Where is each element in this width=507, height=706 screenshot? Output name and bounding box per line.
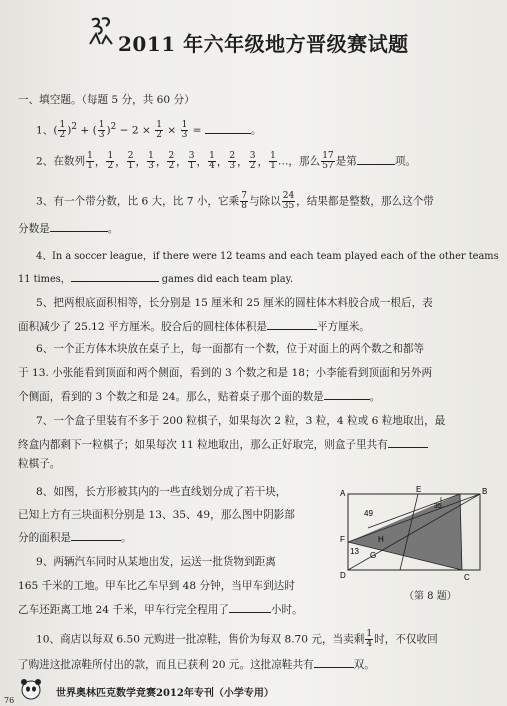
frac-third: $\frac{1}{3}$: [98, 120, 105, 141]
question-10: [36, 630, 438, 649]
answer-blank[interactable]: [314, 667, 354, 668]
op-eq: =: [189, 124, 205, 137]
q1-end: 。: [250, 124, 262, 137]
q3-text: ，结果都是整数，那么这个带: [296, 195, 434, 208]
question-9-line2: 165 千米的工地。甲车比乙车早到 48 分钟，当甲车到达时: [18, 580, 295, 592]
section-heading: 一、填空题。（每题 5 分，共 60 分）: [18, 94, 195, 106]
sequence-fraction: $\frac{1}{2}$: [107, 151, 114, 171]
answer-blank[interactable]: [229, 612, 271, 613]
question-10-line2: [18, 658, 375, 672]
sequence-fraction: $\frac{3}{2}$: [249, 151, 256, 171]
q3-text: 分数是: [18, 223, 50, 235]
label-a: A: [340, 489, 346, 498]
label-f: F: [340, 535, 345, 544]
question-8-line3: [18, 531, 132, 545]
op-mid: − 2 ×: [116, 124, 155, 137]
question-7-line3: 粒棋子。: [18, 458, 61, 470]
sequence-fraction: $\frac{1}{1}$: [270, 151, 276, 171]
question-4: 4、In a soccer league，if there were 12 teams and each team played each of the other teams: [36, 251, 499, 262]
q2-after: 是第: [335, 155, 357, 168]
footer-text: 世界奥林匹克数学竞赛2012年专刊（小学专用）: [56, 688, 274, 699]
q4-text: 11 times，: [18, 274, 71, 285]
answer-blank[interactable]: [324, 399, 370, 400]
question-3: [36, 192, 434, 211]
sequence-fraction: $\frac{2}{1}$: [127, 151, 134, 171]
frac-1-4: $\frac{1}{4}$: [366, 629, 373, 649]
question-6: 6、一个正方体木块放在桌子上，每一面都有一个数，位于对面上的两个数之和都等: [36, 343, 425, 355]
label-g: G: [370, 551, 377, 560]
q10-text: 了购进这批凉鞋所付出的款，而且已获利 20 元。这批凉鞋共有: [18, 659, 314, 671]
sequence-fraction: $\frac{1}{4}$: [209, 151, 215, 171]
question-8: 8、如图，长方形被其内的一些直线划分成了若干块，: [36, 486, 287, 498]
sequence-comma: ，: [155, 155, 167, 168]
sequence-comma: ，: [216, 155, 228, 168]
q9-text: 乙车还距离工地 24 千米，甲车行完全程用了: [18, 604, 229, 616]
q1-number: 1、: [36, 124, 54, 137]
q5-text: 面积减少了 25.12 平方厘米。胶合后的圆柱体体积是: [18, 321, 267, 333]
frac-half: $\frac{1}{2}$: [59, 120, 66, 141]
q10-end: 双。: [353, 659, 375, 671]
figure-caption: （第 8 题）: [404, 591, 457, 602]
q5-text: 平方厘米。: [316, 321, 370, 333]
q6-text: 个侧面，看到的 3 个数之和是 24。那么，贴着桌子那个面的数是: [18, 391, 324, 403]
sequence: [85, 151, 278, 171]
q3-text: 3、有一个带分数，比 6 大，比 7 小，它乘: [36, 195, 240, 208]
frac-third: $\frac{1}{3}$: [181, 120, 188, 141]
logo-mark: [88, 16, 114, 46]
paren-close: ): [67, 124, 72, 137]
exp: 2: [110, 122, 117, 132]
question-3-line2: [18, 222, 118, 236]
sequence-fraction: $\frac{1}{3}$: [148, 151, 154, 171]
frac-7-8: $\frac{7}{8}$: [241, 191, 247, 211]
sequence-comma: ，: [176, 155, 187, 168]
question-1: [36, 120, 262, 140]
question-4-line2: [18, 273, 293, 287]
frac-24-35: $\frac{24}{35}$: [282, 191, 295, 211]
label-e: E: [416, 486, 422, 494]
question-7-line2: [18, 438, 428, 452]
sequence-fraction: $\frac{2}{3}$: [229, 151, 236, 171]
panda-icon: [20, 678, 42, 700]
question-8-line2: 已知上方有三块面积分别是 13、35、49，那么图中阴影部: [18, 509, 295, 521]
page-title: 2011 年六年级地方晋级赛试题: [118, 32, 409, 56]
answer-blank[interactable]: [50, 231, 108, 232]
sequence-comma: ，: [135, 155, 147, 168]
exp: 2: [71, 122, 77, 132]
q9-end: 小时。: [270, 604, 303, 616]
frac-half: $\frac{1}{2}$: [156, 120, 162, 141]
q2-tail: …，那么: [277, 155, 321, 168]
label-h: H: [378, 535, 384, 544]
sequence-fraction: $\frac{2}{2}$: [168, 151, 175, 171]
sequence-comma: ，: [257, 155, 269, 168]
q6-end: 。: [369, 391, 381, 403]
area-35: 35: [434, 503, 442, 510]
q3-text: 与除以: [248, 195, 281, 208]
frac-17-57: $\frac{17}{57}$: [322, 151, 334, 171]
figure-rectangle: [338, 486, 490, 594]
sequence-comma: ，: [94, 155, 106, 168]
area-13: 13: [350, 547, 359, 556]
q8-text: 分的面积是: [18, 532, 71, 544]
label-i: I: [440, 497, 442, 504]
question-7: 7、一个盒子里装有不多于 200 粒棋子，如果每次 2 粒，3 粒，4 粒或 6 粒地取出，最: [36, 415, 446, 427]
sequence-fraction: $\frac{1}{1}$: [87, 151, 93, 171]
q2-number: 2、在数列: [36, 155, 86, 168]
sequence-fraction: $\frac{3}{1}$: [188, 151, 195, 171]
label-b: B: [482, 487, 488, 496]
question-6-line3: [18, 390, 380, 404]
label-c: C: [464, 573, 470, 582]
area-49: 49: [364, 509, 373, 518]
answer-blank[interactable]: [71, 540, 121, 541]
q2-end: 项。: [394, 155, 417, 168]
sequence-comma: ，: [115, 155, 126, 168]
shaded-region: [348, 494, 462, 570]
sequence-comma: ，: [196, 155, 208, 168]
page-number: 76: [4, 696, 15, 705]
question-5-line2: [18, 320, 370, 334]
q4-text: games did each team play.: [158, 274, 293, 285]
op-plus: + (: [76, 124, 97, 137]
paren-close: ): [106, 124, 111, 137]
q10-text: 10、商店以每双 6.50 元购进一批凉鞋，售价为每双 8.70 元，当卖剩: [36, 633, 365, 646]
q8-end: 。: [120, 532, 132, 544]
q7-text: 终盒内都剩下一粒棋子；如果每次 11 粒地取出，那么正好取完，则盒子里共有: [18, 439, 388, 451]
question-2: [36, 152, 416, 171]
answer-blank[interactable]: [267, 329, 317, 330]
question-9: 9、两辆汽车同时从某地出发，运送一批货物到距离: [36, 556, 276, 568]
question-5: 5、把两根底面积相等，长分别是 15 厘米和 25 厘米的圆柱体木料胶合成一根后，表: [36, 297, 433, 309]
answer-blank[interactable]: [388, 447, 428, 448]
question-6-line2: 于 13. 小张能看到顶面和两个侧面，看到的 3 个数之和是 18；小李能看到顶面和另外两: [18, 367, 433, 379]
q10-text: 时，不仅收回: [374, 633, 438, 646]
question-9-line3: [18, 603, 303, 617]
op-times: ×: [163, 124, 180, 137]
answer-blank[interactable]: [357, 164, 395, 165]
q3-end: 。: [107, 223, 119, 235]
answer-blank[interactable]: [71, 281, 159, 282]
sequence-comma: ，: [237, 155, 248, 168]
label-d: D: [340, 571, 346, 580]
paren-open: (: [53, 124, 58, 137]
answer-blank[interactable]: [205, 133, 251, 134]
